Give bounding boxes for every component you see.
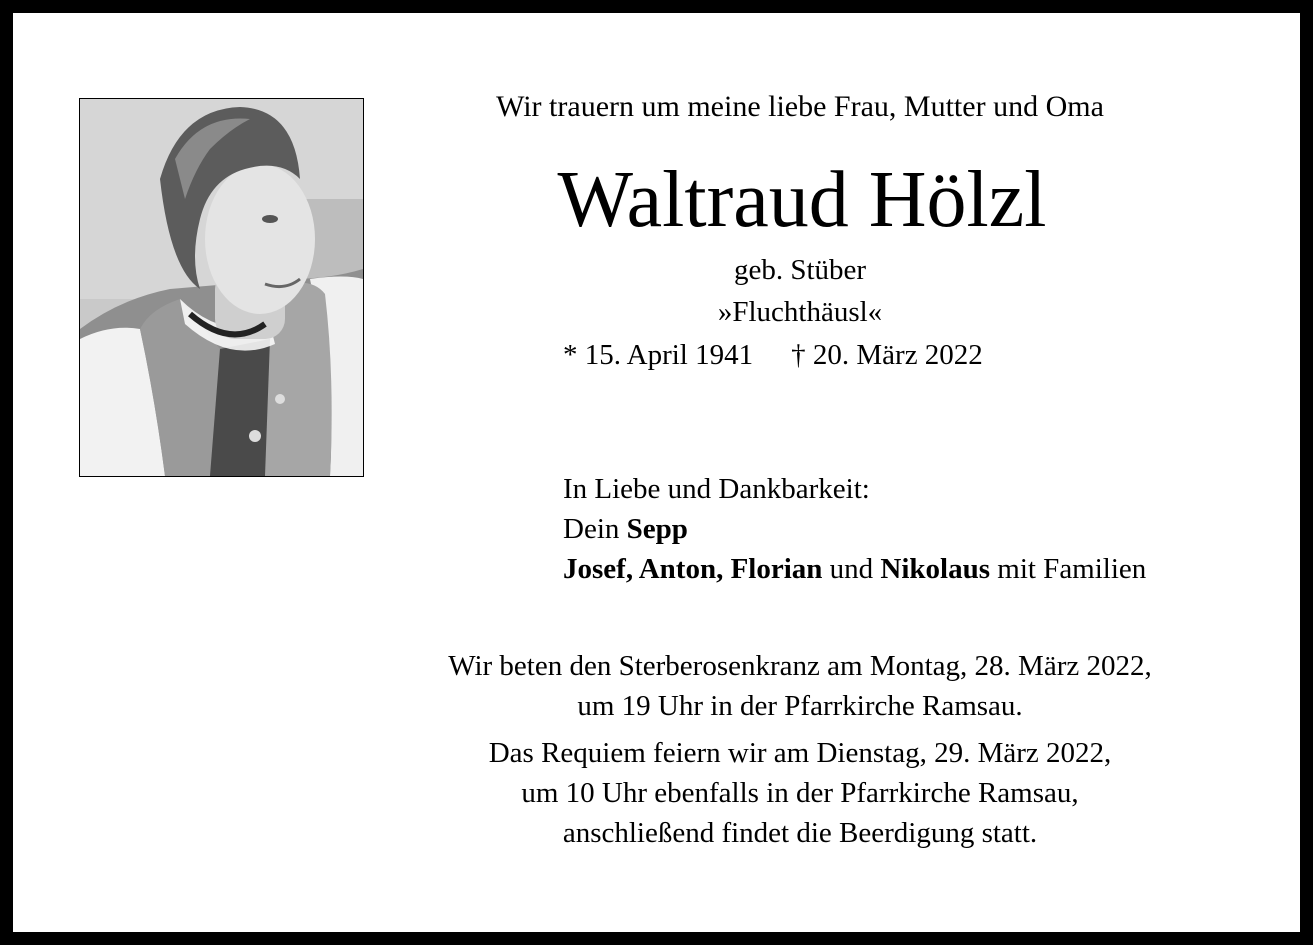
deceased-name: Waltraud Hölzl	[557, 156, 1047, 244]
death-date: † 20. März 2022	[791, 339, 983, 371]
life-dates	[563, 341, 983, 370]
rosary-line-1: Wir beten den Sterberosenkranz am Montag, 28. März 2022,	[448, 650, 1152, 682]
intro-text: Wir trauern um meine liebe Frau, Mutter und Oma	[496, 90, 1104, 123]
signature-children	[563, 555, 1146, 584]
signature-intro: In Liebe und Dankbarkeit:	[563, 473, 870, 505]
requiem-line-3: anschließend findet die Beerdigung statt.	[562, 817, 1038, 849]
signature-children-last: Nikolaus	[880, 553, 991, 585]
signature-children-names: Josef, Anton, Florian	[563, 553, 823, 585]
signature-spouse-name: Sepp	[626, 513, 688, 545]
portrait-photo	[79, 98, 364, 477]
signature-spouse-prefix: Dein	[563, 513, 620, 545]
signature-spouse	[563, 515, 688, 544]
signature-children-and: und	[829, 553, 874, 585]
maiden-name: geb. Stüber	[733, 254, 867, 286]
requiem-line-2: um 10 Uhr ebenfalls in der Pfarrkirche Ramsau,	[521, 777, 1079, 809]
signature-children-suffix: mit Familien	[997, 553, 1147, 585]
rosary-line-2: um 19 Uhr in der Pfarrkirche Ramsau.	[577, 690, 1023, 722]
birth-date: * 15. April 1941	[563, 339, 754, 371]
house-name: »Fluchthäusl«	[717, 296, 883, 328]
requiem-line-1: Das Requiem feiern wir am Dienstag, 29. März 2022,	[488, 737, 1112, 769]
